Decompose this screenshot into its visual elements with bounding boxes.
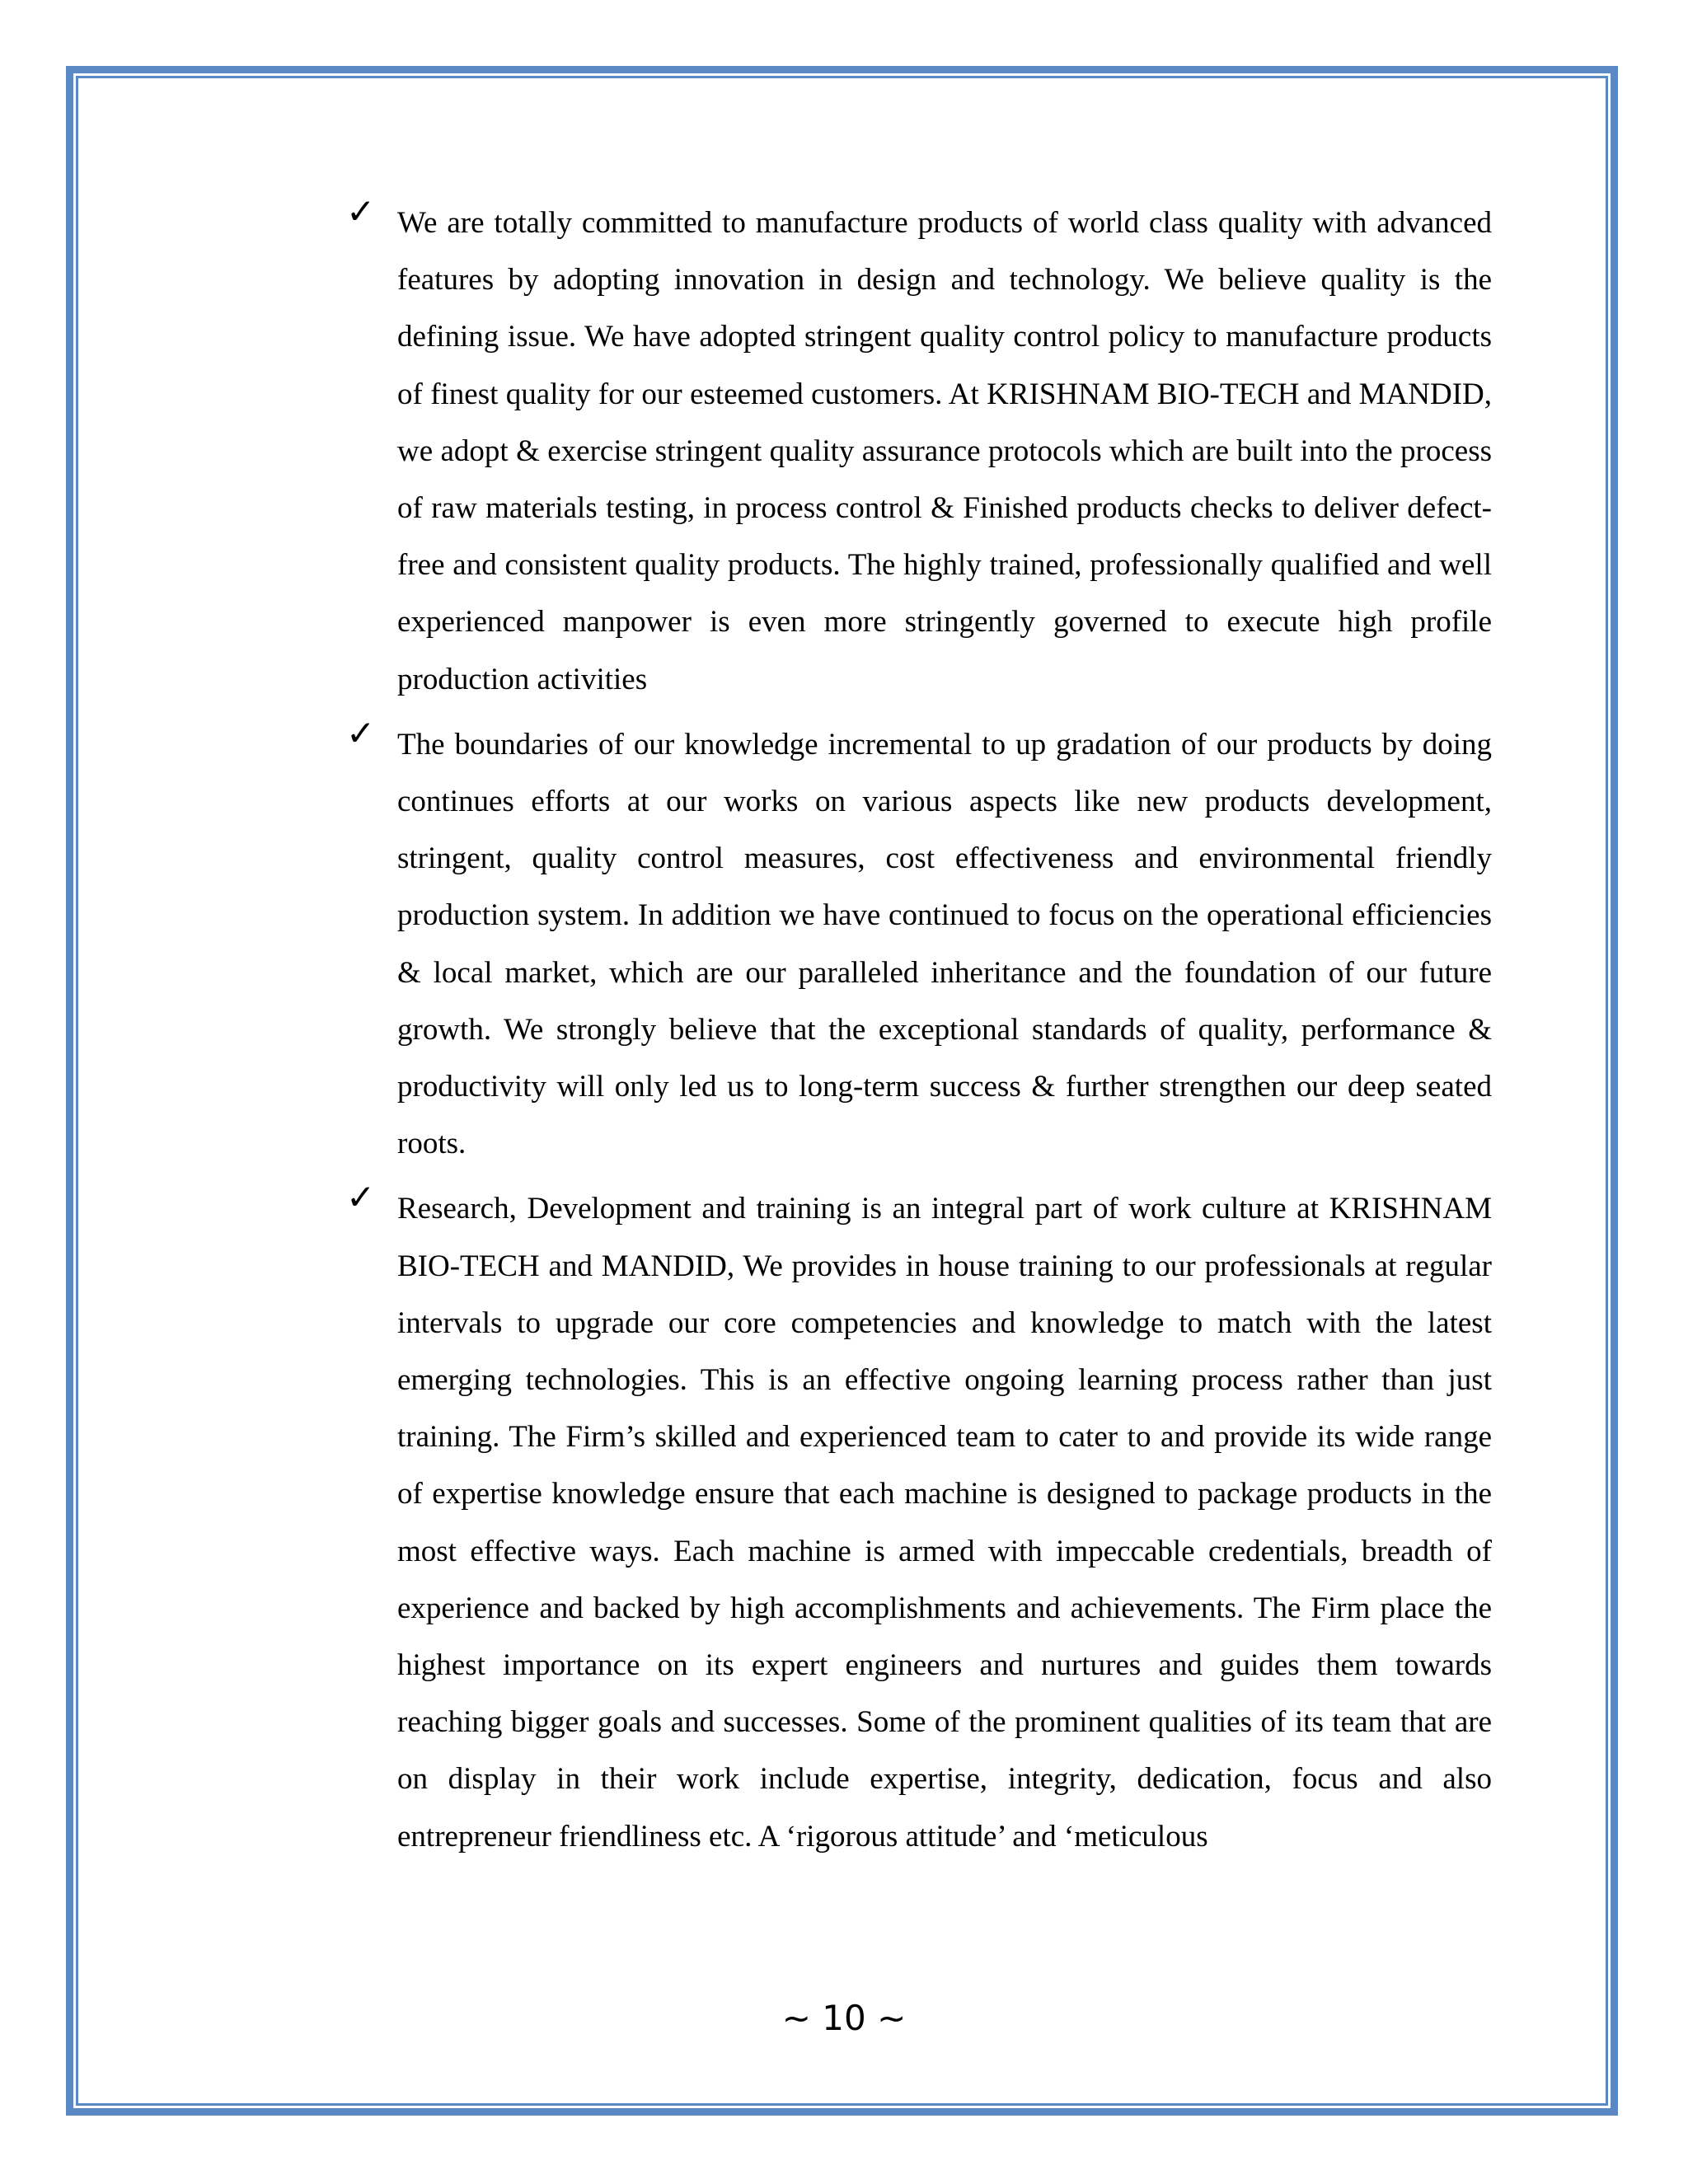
bullet-item [346, 1177, 1492, 1864]
bullet-item [346, 191, 1492, 708]
bullet-text: The boundaries of our knowledge incremental to up gradation of our products by doing continues efforts at our works on various aspects like new products development, stringent, quality control measures, cost effectiveness and environmental friendly production system. In addition we have continued to focus on the operational efficiencies & local market, which are our paralleled inheritance and the foundation of our future growth. We strongly believe that the exceptional standards of quality, performance & productivity will only led us to long-term success & further strengthen our deep seated roots. [397, 727, 1492, 1161]
checkmark-icon: ✓ [346, 191, 376, 232]
bullet-text: Research, Development and training is an integral part of work culture at KRISHNAM BIO-TECH and MANDID, We provides in house training to our professionals at regular intervals to upgrade our core competencies and knowledge to match with the latest emerging technologies. This is an effective ongoing learning process rather than just training. The Firm’s skilled and experienced team to cater to and provide its wide range of expertise knowledge ensure that each machine is designed to package products in the most effective ways. Each machine is armed with impeccable credentials, breadth of experience and backed by high accomplishments and achievements. The Firm place the highest importance on its expert engineers and nurtures and guides them towards reaching bigger goals and successes. Some of the prominent qualities of its team that are on display in their work include expertise, integrity, dedication, focus and also entrepreneur friendliness etc. A ‘rigorous attitude’ and ‘meticulous [397, 1192, 1492, 1854]
page-number: ~ 10 ~ [781, 1998, 907, 2038]
document-body [346, 191, 1492, 1873]
bullet-text: We are totally committed to manufacture products of world class quality with advanced features by adopting innovation in design and technology. We believe quality is the defining issue. We have adopted stringent quality control policy to manufacture products of finest quality for our esteemed customers. At KRISHNAM BIO-TECH and MANDID, we adopt & exercise stringent quality assurance protocols which are built into the process of raw materials testing, in process control & Finished products checks to deliver defect-free and consistent quality products. The highly trained, professionally qualified and well experienced manpower is even more stringently governed to execute high profile production activities [397, 206, 1492, 696]
checkmark-icon: ✓ [346, 1177, 376, 1218]
bullet-item [346, 712, 1492, 1173]
checkmark-icon: ✓ [346, 712, 376, 753]
